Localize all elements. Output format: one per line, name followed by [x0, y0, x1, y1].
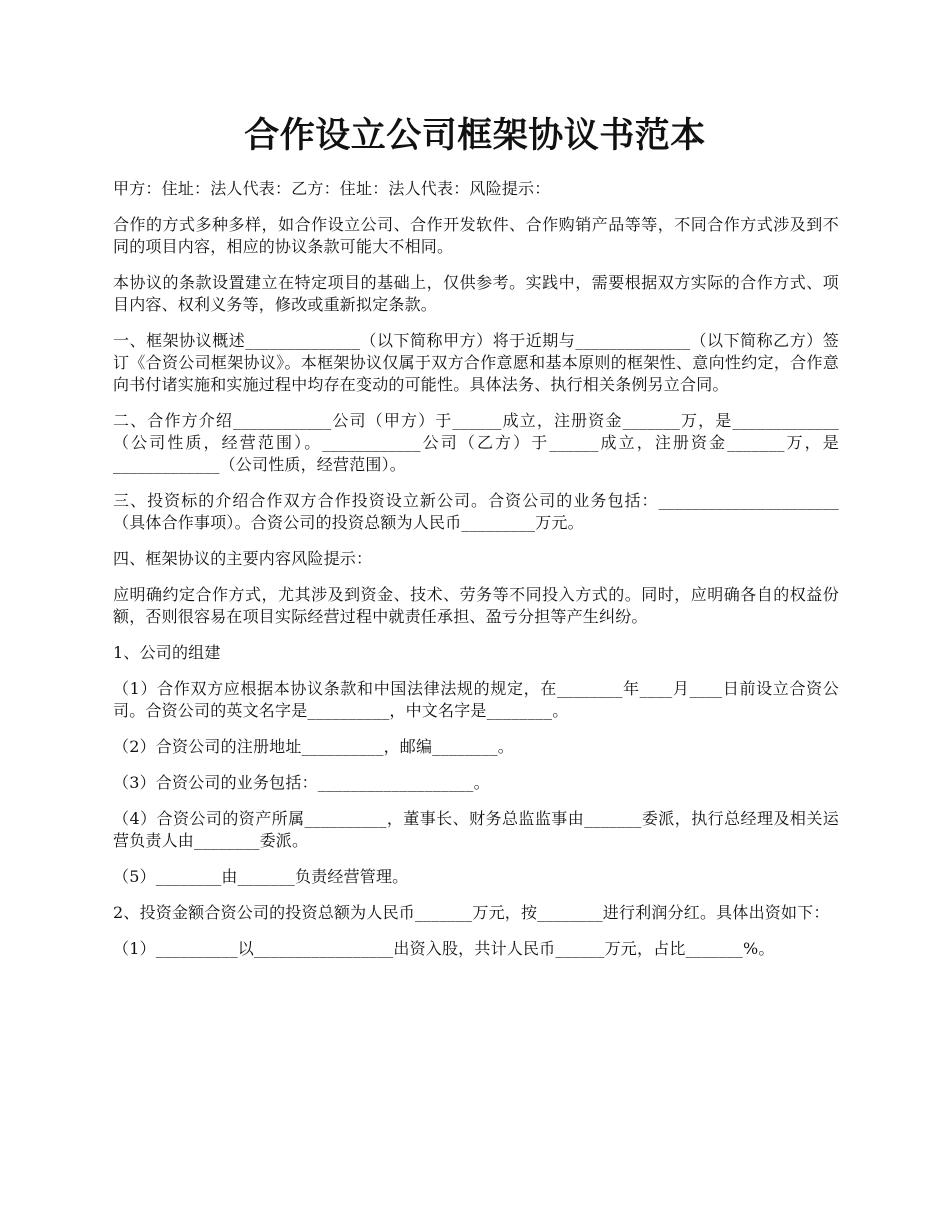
- investment-item-1: （1）__________以_________________出资入股，共计人民币______万元，占比_______%。: [113, 939, 775, 958]
- clause-item-2: （2）合资公司的注册地址__________，邮编________。: [113, 737, 514, 756]
- risk-note-paragraph: 应明确约定合作方式，尤其涉及到资金、技术、劳务等不同投入方式的。同时，应明确各自的权益份额，否则很容易在项目实际经营过程中就责任承担、盈亏分担等产生纠纷。: [113, 585, 839, 626]
- clause-company-formation-heading: 1、公司的组建: [113, 643, 221, 662]
- clause-item-5: （5）________由_______负责经营管理。: [113, 867, 409, 886]
- clause-item-1: （1）合作双方应根据本协议条款和中国法律法规的规定，在________年____月____日前设立合资公司。合资公司的英文名字是__________，中文名字是________。: [113, 679, 839, 720]
- clause-investment-amount: 2、投资金额合资公司的投资总额为人民币_______万元，按________进行利润分红。具体出资如下：: [113, 903, 830, 922]
- document-title: 合作设立公司框架协议书范本: [244, 115, 706, 156]
- intro-paragraph-2: 本协议的条款设置建立在特定项目的基础上，仅供参考。实践中，需要根据双方实际的合作方式、项目内容、权利义务等，修改或重新拟定条款。: [113, 273, 839, 314]
- parties-line: 甲方：住址：法人代表：乙方：住址：法人代表：风险提示：: [113, 179, 551, 198]
- section-investment-target: 三、投资标的介绍合作双方合作投资设立新公司。合资公司的业务包括：______________________（具体合作事项）。合资公司的投资总额为人民币_________万元。: [113, 491, 839, 532]
- section-main-content-heading: 四、框架协议的主要内容风险提示：: [113, 549, 373, 568]
- document-body: [113, 178, 839, 974]
- intro-paragraph-1: 合作的方式多种多样，如合作设立公司、合作开发软件、合作购销产品等等，不同合作方式涉及到不同的项目内容，相应的协议条款可能大不相同。: [113, 215, 839, 256]
- section-parties: 二、合作方介绍____________公司（甲方）于______成立，注册资金_______万，是_____________（公司性质，经营范围）。____________公司（乙方）于______成立，注册资金_______万，是_____________（公司性质，经营范围）。: [113, 411, 839, 474]
- section-overview: 一、框架协议概述______________（以下简称甲方）将于近期与______________（以下简称乙方）签订《合资公司框架协议》。本框架协议仅属于双方合作意愿和基本原则的框架性、意向性约定，合作意向书付诸实施和实施过程中均存在变动的可能性。具体法务、执行相关条例另立合同。: [113, 331, 839, 394]
- clause-item-3: （3）合资公司的业务包括：___________________。: [113, 773, 490, 792]
- clause-item-4: （4）合资公司的资产所属__________，董事长、财务总监监事由_______委派，执行总经理及相关运营负责人由________委派。: [113, 809, 839, 850]
